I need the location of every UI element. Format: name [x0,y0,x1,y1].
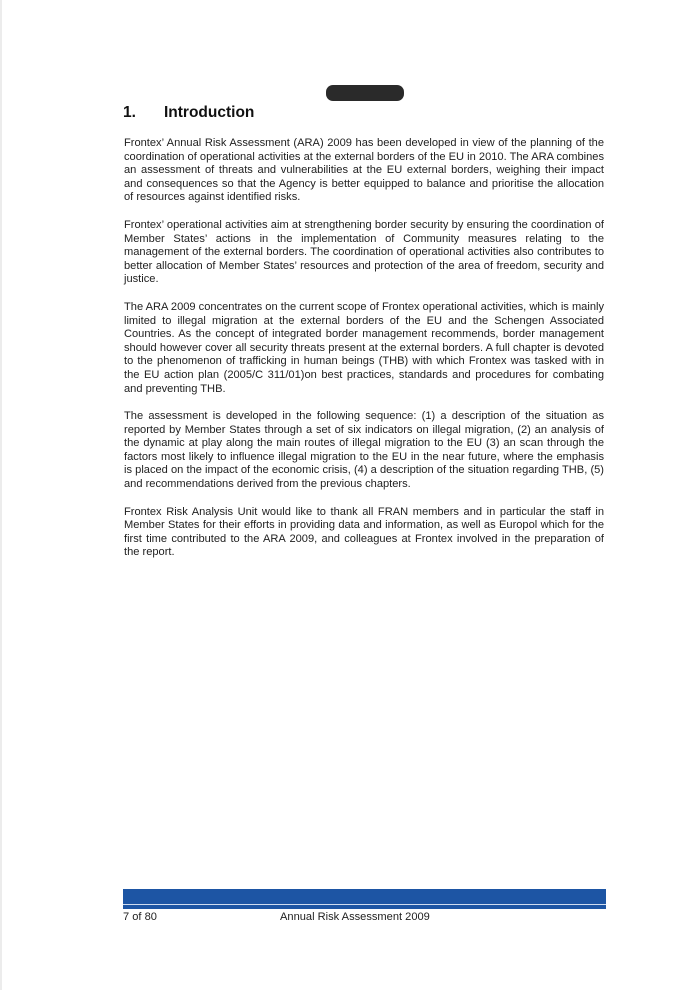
paragraph: Frontex’ operational activities aim at strengthening border security by ensuring the coordination of Member States’ actions in the implementation of Community measures relating to the management of the external borders. The coordination of operational activities also contributes to better allocation of Member States’ resources and protection of the area of freedom, security and justice. [124,218,604,286]
page-number: 7 of 80 [123,911,157,923]
paragraph: Frontex Risk Analysis Unit would like to thank all FRAN members and in particular the staff in Member States for their efforts in providing data and information, as well as Europol which for the first time contributed to the ARA 2009, and colleagues at Frontex involved in the preparation of the report. [124,505,604,559]
body-text [124,137,604,574]
paragraph: The assessment is developed in the following sequence: (1) a description of the situation as reported by Member States through a set of six indicators on illegal migration, (2) an analysis of the dynamic at play along the main routes of illegal migration to the EU (3) an scan through the factors most likely to influence illegal migration to the EU in the near future, where the emphasis is placed on the impact of the economic crisis, (4) a description of the situation regarding THB, (5) and recommendations derived from the previous chapters. [124,410,604,491]
page-edge [0,0,2,990]
footer-title: Annual Risk Assessment 2009 [280,911,430,923]
section-number: 1. [123,104,136,121]
section-heading [123,104,254,122]
section-title: Introduction [164,104,255,121]
redaction-mark [326,85,404,101]
paragraph: The ARA 2009 concentrates on the current scope of Frontex operational activities, which is mainly limited to illegal migration at the external borders of the EU and the Schengen Associated Countries. As the concept of integrated border management recommends, border management should however cover all security threats present at the external borders. A full chapter is devoted to the phenomenon of trafficking in human beings (THB) with which Frontex was tasked with in the EU action plan (2005/C 311/01)on best practices, standards and procedures for combating and preventing THB. [124,300,604,395]
footer-bar [123,889,606,909]
paragraph: Frontex’ Annual Risk Assessment (ARA) 2009 has been developed in view of the planning of the coordination of operational activities at the external borders of the EU in 2010. The ARA combines an assessment of threats and vulnerabilities at the EU external borders, weighing their impact and consequences so that the Agency is better equipped to balance and prioritise the allocation of resources against identified risks. [124,137,604,204]
